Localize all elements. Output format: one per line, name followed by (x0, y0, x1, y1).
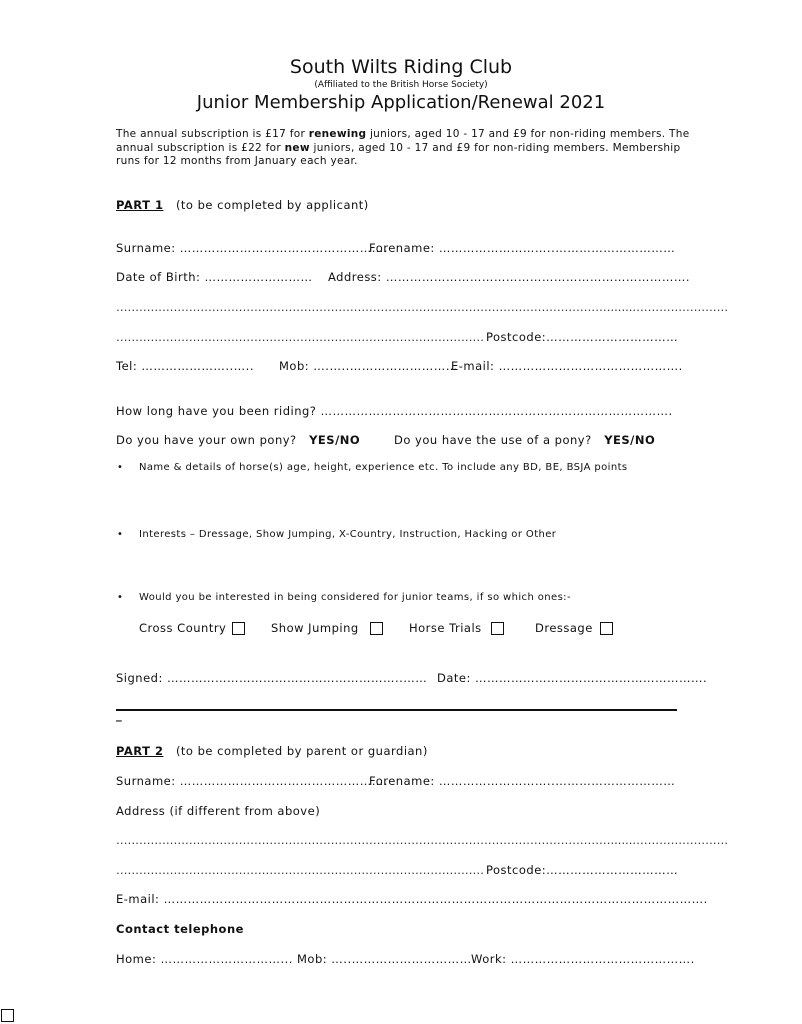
team-label: Horse Trials (409, 621, 482, 635)
tel-field[interactable]: Tel: …………………..….. (116, 359, 254, 373)
intro-text-1: The annual subscription is £17 for (116, 128, 309, 140)
team-label: Show Jumping (271, 621, 359, 635)
intro-text-2: juniors, aged 10 - 17 and £9 for non-riding members. The annual subscription is £22 for (116, 128, 690, 154)
form-title: Junior Membership Application/Renewal 2021 (196, 92, 606, 113)
mob-field[interactable]: Mob: ….…..……………………… (279, 359, 458, 373)
intro-renewing: renewing (308, 128, 367, 140)
show-jumping-checkbox[interactable] (370, 622, 383, 635)
parent-address-label: Address (if different from above) (116, 804, 321, 818)
interests-item: Interests – Dressage, Show Jumping, X-Country, Instruction, Hacking or Other (139, 529, 557, 540)
use-pony-label: Do you have the use of a pony? (394, 433, 592, 447)
team-label: Dressage (535, 621, 593, 635)
bullet-icon: • (117, 462, 123, 473)
address-line-2[interactable]: ………………………………………………………………………………………………………………….......…………………… (116, 300, 729, 314)
use-pony-answer[interactable]: YES/NO (604, 433, 656, 447)
divider-tail: _ (116, 708, 123, 722)
team-show-jumping (271, 621, 383, 635)
teams-item: Would you be interested in being considered for junior teams, if so which ones:- (139, 592, 571, 603)
club-name: South Wilts Riding Club (289, 56, 513, 78)
bullet-icon: • (117, 529, 123, 540)
parent-address-line-2[interactable]: …………………………………………………………………………………… (116, 863, 484, 877)
mobile-phone-field[interactable]: Mob: …..………………………… (297, 952, 472, 966)
contact-telephone-heading: Contact telephone (116, 922, 244, 936)
surname-field[interactable]: Surname: ……………………………………………. (116, 241, 388, 255)
own-pony-question (116, 433, 360, 447)
part2-header (116, 744, 428, 758)
parent-address-line-1[interactable]: ………………………………………………………………………………………………………………….......…………………… (116, 833, 729, 847)
own-pony-label: Do you have your own pony? (116, 433, 297, 447)
home-phone-field[interactable]: Home: …………………………... (116, 952, 293, 966)
part1-header (116, 198, 369, 212)
bullet-icon: • (117, 592, 123, 603)
team-horse-trials (409, 621, 504, 635)
team-label: Cross Country (139, 621, 227, 635)
parent-email-field[interactable]: E-mail: ………………………………………………………………………………………………………………………. (116, 892, 708, 906)
parent-postcode-field[interactable]: Postcode:…………………………… (486, 863, 679, 877)
date-field[interactable]: Date: …………………………………………………. (437, 671, 708, 685)
intro-paragraph (116, 128, 696, 169)
section-divider (116, 709, 677, 711)
own-pony-answer[interactable]: YES/NO (309, 433, 361, 447)
dressage-checkbox[interactable] (600, 622, 613, 635)
use-pony-question (394, 433, 655, 447)
address-line-3[interactable]: …………………………………………………………………………………… (116, 330, 484, 344)
horse-details-item: Name & details of horse(s) age, height, experience etc. To include any BD, BE, BSJA points (139, 462, 628, 473)
dob-field[interactable]: Date of Birth: ……………………… (116, 270, 313, 284)
horse-trials-checkbox[interactable] (491, 622, 504, 635)
postcode-field[interactable]: Postcode:…………………………… (486, 330, 679, 344)
part2-heading: PART 2 (116, 744, 164, 758)
page-corner-checkbox[interactable] (1, 1009, 14, 1022)
signed-field[interactable]: Signed: …………………………………………………..…… (116, 671, 428, 685)
intro-new: new (284, 141, 310, 154)
parent-forename-field[interactable]: Forename: ………………………..………………………… (369, 774, 676, 788)
cross-country-checkbox[interactable] (232, 622, 245, 635)
parent-surname-field[interactable]: Surname: ……………………………………………. (116, 774, 388, 788)
part2-note: (to be completed by parent or guardian) (175, 744, 428, 758)
email-field[interactable]: E-mail: ………………………………………. (451, 359, 683, 373)
team-dressage (535, 621, 613, 635)
riding-duration-field[interactable]: How long have you been riding? ……………………………………………………………………………. (116, 404, 673, 418)
intro-text-3: juniors, aged 10 - 17 and £9 for non-riding members. Membership runs for 12 months from January each year. (116, 141, 681, 167)
part1-note: (to be completed by applicant) (175, 198, 369, 212)
affiliation-text: (Affiliated to the British Horse Society) (314, 80, 488, 90)
part1-heading: PART 1 (116, 198, 164, 212)
address-field[interactable]: Address: …………………………………………………………………. (328, 270, 690, 284)
work-phone-field[interactable]: Work: ………………………………………. (471, 952, 695, 966)
forename-field[interactable]: Forename: ………………………..………………………… (369, 241, 676, 255)
team-cross-country (139, 621, 245, 635)
